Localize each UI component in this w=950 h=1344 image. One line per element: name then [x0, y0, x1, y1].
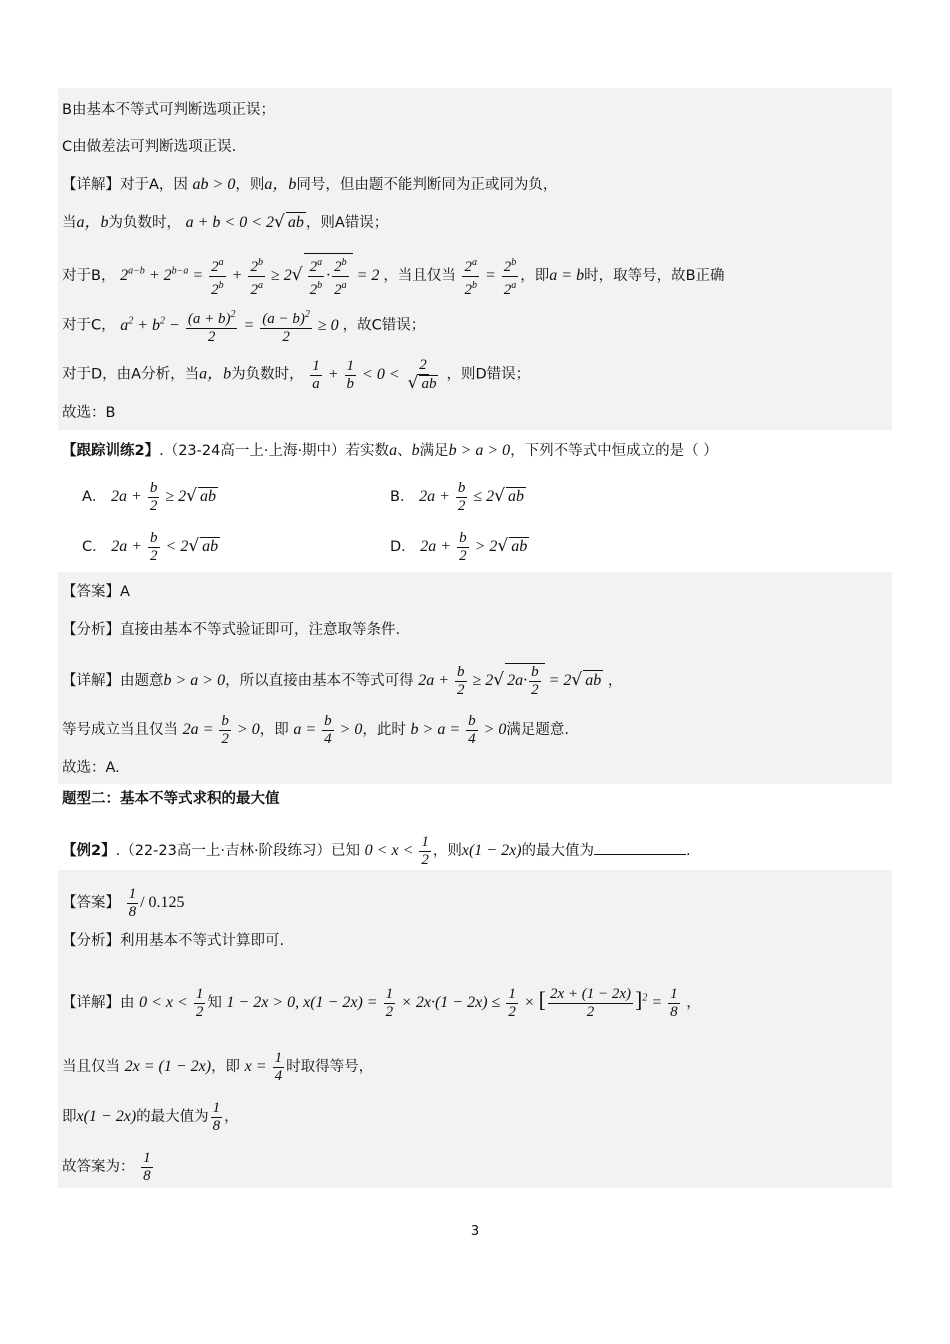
detail-a-text3: 同号，但由题不能判断同为正或同为负，: [296, 177, 558, 193]
question-2: [62, 441, 718, 461]
b-cond: ，当且仅当: [383, 268, 456, 285]
option-d[interactable]: D． 2a + $\frac{b}{2}$ > 2√ ab: [390, 530, 528, 564]
a-eq-b: a = b: [549, 267, 585, 285]
formula-b-eq: $\frac{2^a}{2^b}$ = $\frac{2^b}{2^a}$: [460, 267, 520, 284]
when: 当: [62, 215, 77, 231]
ex2-text1: .（22-23高一上·吉林·阶段练习）已知: [115, 843, 361, 860]
option-label: B．: [390, 489, 415, 506]
formula-b: $2^{a-b} + 2^{b-a}$ = $\frac{2^a}{2^b}$ + $\frac{2^b}{2^a}$ ≥ 2√ $\frac{2^a}{2^b}$ · $\frac{2^b}{2^a}$ = 2: [120, 267, 383, 284]
detail-a-text: 对于A，因: [120, 177, 188, 193]
page-number: 3: [470, 1224, 480, 1239]
when-eq2: ，即: [211, 1059, 241, 1076]
b-eq: ，即: [520, 268, 550, 285]
neg-text: 为负数时，: [108, 215, 182, 231]
analysis-2: [62, 620, 400, 640]
detail-b: [62, 253, 725, 299]
detail-c: [62, 306, 425, 346]
var-ab: a，b: [264, 176, 297, 193]
for-c: 对于C，: [62, 317, 116, 334]
option-rel: <: [165, 538, 177, 556]
answer-blank[interactable]: [594, 842, 686, 855]
detail-tag: 【详解】: [62, 177, 120, 193]
neg-text: 为负数时，: [231, 366, 304, 383]
formula-3: 1 − 2x > 0, x(1 − 2x) = $\frac{1}{2}$ × 2x·(1 − 2x) ≤ $\frac{1}{2}$ × [ $\frac{2x + (1 - 2x)}{2}$ ]$^2$ = $\frac{1}{8}$: [226, 986, 678, 1020]
q2-tag: 【跟踪训练2】: [62, 443, 160, 459]
detail-2: 【详解】由题意b > a > 0，所以直接由基本不等式可得 2a + $\frac{b}{2}$ ≥ 2√ 2a· $\frac{b}{2}$ = 2√ ab ，: [62, 664, 623, 698]
condition: ab > 0: [192, 176, 236, 193]
answer-alt: / 0.125: [140, 894, 185, 912]
analysis-text: 利用基本不等式计算即可.: [120, 933, 285, 949]
eq-mid: ，即: [259, 722, 289, 739]
for-d: 对于D，由A分析，当: [62, 366, 200, 383]
option-rel: ≤: [473, 488, 483, 506]
d-wrong: ，则D错误；: [446, 366, 531, 383]
option-b[interactable]: B． 2a + $\frac{b}{2}$ ≤ 2√ ab: [390, 480, 524, 514]
max2: 的最大值为: [136, 1109, 209, 1126]
sqrt-ab: ab: [287, 214, 304, 231]
var-ab: a，b: [199, 365, 232, 383]
max1: 即: [62, 1109, 77, 1126]
section-title: 题型二：基本不等式求积的最大值: [62, 791, 280, 807]
by: 由: [120, 995, 135, 1012]
option-rel: >: [474, 538, 486, 556]
q2-text3: ，下列不等式中恒成立的是（ ）: [510, 443, 718, 459]
b-right: 时，取等号，故B正确: [584, 268, 725, 285]
when-eq: 当且仅当: [62, 1059, 120, 1076]
final-3: 故答案为： $\frac{1}{8}$: [62, 1150, 151, 1184]
detail-a: [62, 175, 557, 195]
detail-a-neg: [62, 212, 388, 233]
ineq-a: a + b < 0 < 2: [185, 214, 275, 231]
detail-tag: 【详解】: [62, 673, 120, 690]
choose-a: 故选：A.: [62, 760, 120, 776]
q2-text1: .（23-24高一上·上海·期中）若实数: [159, 443, 390, 459]
c-wrong: ，故C错误；: [342, 317, 426, 334]
var-a: a: [389, 442, 398, 459]
formula-d: $\frac{1}{a}$ + $\frac{1}{b}$ < 0 < $\frac{2}{√ ab}$: [312, 357, 437, 393]
eq-mid2: ，此时: [362, 722, 406, 739]
expr: x(1 − 2x): [76, 1108, 137, 1126]
option-a[interactable]: A． 2a + $\frac{b}{2}$ ≥ 2√ ab: [82, 480, 216, 514]
detail-tag: 【详解】: [62, 995, 120, 1012]
detail-3: 【详解】由 0 < x < $\frac{1}{2}$ 知 1 − 2x > 0, x(1 − 2x) = $\frac{1}{2}$ × 2x·(1 − 2x) ≤ $\frac{1}{2}$ × [ $\frac{2x + (1 - 2x)}{2}$ ]$^2$ = $\frac{1}{8}$ ，: [62, 986, 701, 1020]
for-b: 对于B，: [62, 268, 116, 285]
sqrt-symbol: √: [274, 212, 285, 232]
a-wrong: ，则A错误；: [305, 215, 389, 231]
analysis-tag: 【分析】: [62, 933, 120, 949]
when-eq3: 时取得等号，: [286, 1059, 374, 1076]
final-text: 故答案为：: [62, 1159, 135, 1176]
eq-cond: 等号成立当且仅当: [62, 722, 178, 739]
when-eq-3: 当且仅当 2x = (1 − 2x)，即 x = $\frac{1}{4}$ 时取得等号，: [62, 1050, 374, 1084]
option-label: C．: [82, 539, 107, 556]
analysis-tag: 【分析】: [62, 622, 120, 638]
max-3: 即x(1 − 2x)的最大值为 $\frac{1}{8}$ ，: [62, 1100, 239, 1134]
analysis-3: [62, 931, 284, 951]
ex2-tag: 【例2】: [62, 843, 116, 860]
ex2-text3: 的最大值为: [521, 843, 595, 860]
var-b: b: [411, 442, 420, 459]
q2-text2: 满足: [419, 443, 449, 459]
answer-tag: 【答案】: [62, 584, 120, 600]
formula-2: 2a + $\frac{b}{2}$ ≥ 2√ 2a· $\frac{b}{2}$ = 2√ ab: [418, 664, 602, 698]
detail-text2: ，所以直接由基本不等式可得: [225, 673, 414, 690]
answer-value: A: [120, 584, 130, 600]
ex2-text4: .: [686, 843, 691, 860]
know: 知: [207, 995, 222, 1012]
detail-a-text2: ，则: [235, 177, 265, 193]
eq-cond-2: 等号成立当且仅当 2a = $\frac{b}{2}$ > 0，即 a = $\frac{b}{4}$ > 0，此时 b > a = $\frac{b}{4}$ > 0满足题意.: [62, 713, 570, 747]
choose-b: 故选：B: [62, 405, 116, 421]
max3: ，: [224, 1109, 239, 1126]
option-label: A．: [82, 489, 107, 506]
formula-c: $a^2 + b^2$ − $\frac{(a + b)^2}{2}$ = $\frac{(a - b)^2}{2}$ ≥ 0: [120, 317, 342, 334]
eq-end: 满足题意.: [506, 722, 570, 739]
option-rel: ≥: [165, 488, 175, 506]
option-c[interactable]: C． 2a + $\frac{b}{2}$ < 2√ ab: [82, 530, 219, 564]
detail-d: [62, 357, 530, 393]
answer-tag: 【答案】: [62, 895, 120, 912]
c-analysis: C由做差法可判断选项正误.: [62, 139, 237, 155]
q2-cond: b > a > 0: [448, 442, 511, 459]
sep: 、: [397, 443, 412, 459]
ex2-expr: x(1 − 2x): [461, 842, 522, 860]
example-2: 【例2】.（22-23高一上·吉林·阶段练习）已知 0 < x < $\frac{1}{2}$ ，则x(1 − 2x)的最大值为 .: [62, 834, 691, 868]
answer-3: 【答案】 $\frac{1}{8}$ / 0.125: [62, 886, 185, 920]
analysis-text: 直接由基本不等式验证即可，注意取等条件.: [120, 622, 401, 638]
answer-2: [62, 582, 130, 602]
b-analysis: B由基本不等式可判断选项正误；: [62, 102, 275, 118]
option-label: D．: [390, 539, 416, 556]
detail-text: 由题意: [120, 673, 164, 690]
ex2-text2: ，则: [432, 843, 462, 860]
var-ab: a，b: [76, 214, 109, 231]
